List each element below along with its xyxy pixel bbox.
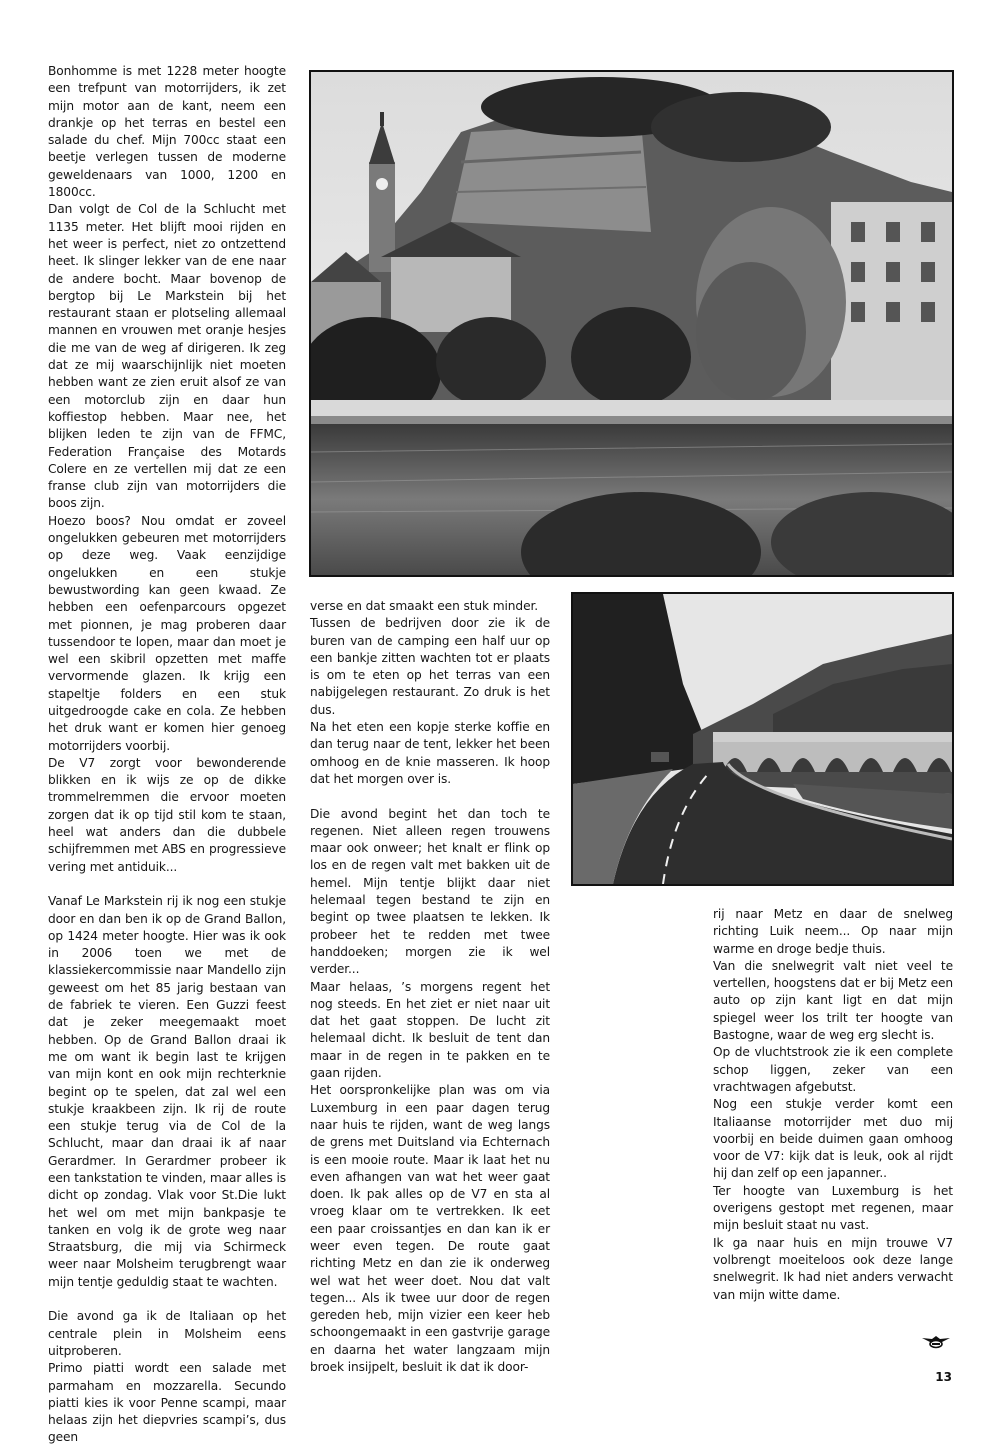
paragraph: Nog een stukje verder komt een Italiaanse motorrijder met duo mij voorbij en beide duimen gaan omhoog voor de V7: kijk dat is leuk, ook al rijdt hij dan zelf op een japanner.. [713, 1097, 953, 1181]
paragraph: Van die snelwegrit valt niet veel te vertellen, hoogstens dat er bij Metz een auto op zijn kant ligt en dat mijn spiegel weer los trilt ter hoogte van Bastogne, waar de weg erg slecht is. [713, 958, 953, 1043]
paragraph: Het oorspronkelijke plan was om via Luxemburg in een paar dagen terug naar huis te rijden, want de weg langs de grens met Duitsland via Echternach is een mooie route. Maar ik laat het nu even afhangen van wat het weer gaat doen. Ik pak alles op de V7 en sta al vroeg klaar om te vertrekken. Ik eet een paar croissantjes en dan kan ik er weer even tegen. De route gaat richting Metz en dan zie ik onderweg wel wat het weer doet. Nou dat valt tegen... Als ik twee uur door de regen gereden heb, mijn vizier een keer heb schoongemaakt in een gastvrije garage en daarna het water langzaam mijn broek insijpelt, besluit ik dat ik door- [310, 1083, 550, 1375]
paragraph: Vanaf Le Markstein rij ik nog een stukje door en dan ben ik op de Grand Ballon, op 1424 meter hoogte. Hier was ik ook in 2006 toen we met de klassiekercommissie naar Mandello zijn geweest om het 85 jarig bestaan van de fabriek te vieren. Een Guzzi feest dat je zeker meegemaakt moet hebben. Op de Grand Ballon draai ik me om want ik begin last te krijgen van mijn kont en ook mijn rechterknie begint op te spelen, dat zal wel een stukje kraakbeen zijn. Ik rij de route een stukje terug via de Col de la Schlucht, maar dan draai ik af naar Gerardmer. In Gerardmer probeer ik een tankstation te vinden, maar alles is dicht op zondag. Vlak voor St.Die lukt het wel om met mijn bankpasje te tanken en volg ik de grote weg naar Straatsburg, die mij via Schirmeck weer naar Molsheim terugbrengt waar mijn tentje geduldig staat te wachten. [48, 894, 287, 1289]
paragraph: Ik ga naar huis en mijn trouwe V7 volbrengt moeiteloos ook deze lange snelwegrit. Ik had niet anders verwacht van mijn witte dame. [713, 1235, 953, 1302]
article-column-2 [310, 598, 550, 1376]
paragraph: Dan volgt de Col de la Schlucht met 1135 meter. Het blijft mooi rijden en het weer is perfect, niet zo ontzettend heet. Ik slinger lekker van de ene naar de andere bocht. Maar bovenop de bergtop bij Le Markstein bij het restaurant staan er plotseling allemaal mannen en vrouwen met oranje hesjes die me van de weg af dirigeren. Ik zeg dat ze mij waarschijnlijk niet moeten hebben want ze zien eruit alsof ze van een motorclub zijn en daar hun koffiestop hebben. Maar nee, het blijken leden te zijn van de FFMC, Federation Française des Motards Colere en ze vertellen mij dat ze een franse club zijn van motorrijders die boos zijn. [48, 202, 286, 511]
article-column-1 [48, 63, 286, 1447]
paragraph: Maar helaas, ’s morgens regent het nog steeds. En het ziet er niet naar uit dat het gaat stoppen. De lucht zit helemaal dicht. Ik besluit de tent dan maar in de regen in te pakken en te gaan rijden. [310, 979, 550, 1081]
paragraph: verse en dat smaakt een stuk minder. [310, 599, 539, 613]
paragraph: De V7 zorgt voor bewonderende blikken en ik wijs ze op de dikke trommelremmen die ervoor moeten zorgen dat ik op tijd stil kom te staan, heel wat anders dan die dubbele schijfremmen met ABS en progressieve vering met antiduik... [48, 755, 286, 874]
paragraph: Op de vluchtstrook zie ik een complete schop liggen, zeker van een vrachtwagen afgebutst. [713, 1045, 953, 1094]
paragraph: Ter hoogte van Luxemburg is het overigens gestopt met regenen, maar mijn besluit staat nu vast. [713, 1183, 953, 1233]
paragraph: rij naar Metz en daar de snelweg richting Luik neem... Op naar mijn warme en droge bedje thuis. [713, 907, 953, 956]
paragraph: Bonhomme is met 1228 meter hoogte een trefpunt van motorrijders, ik zet mijn motor aan de kant, neem een drankje op het terras en bestel een salade du chef. Mijn 700cc staat een beetje verlegen tussen de moderne geweldenaars van 1000, 1200 en 1800cc. [48, 64, 286, 200]
mountain-road-viaduct-photo [571, 592, 954, 886]
page-number: 13 [935, 1370, 952, 1384]
paragraph: Die avond ga ik de Italiaan op het centrale plein in Molsheim eens uitproberen. [48, 1309, 286, 1358]
guzzi-eagle-icon [920, 1333, 952, 1349]
paragraph: Die avond begint het dan toch te regenen. Niet alleen regen trouwens maar ook onweer; het knalt er flink op los en de regen valt met bakken uit de hemel. Mijn tentje blijkt daar niet helemaal tegen bestand te zijn en begint op twee plaatsen te lekken. Ik probeer het te redden met twee handdoeken; morgen zie ik wel verder... [310, 806, 550, 977]
town-fortress-river-photo [309, 70, 954, 577]
paragraph: Hoezo boos? Nou omdat er zoveel ongelukken gebeuren met motorrijders op deze weg. Vaak eenzijdige ongelukken en een stukje bewustwording kan geen kwaad. Ze hebben een oefenparcours opgezet met pionnen, je mag proberen daar tussendoor te lopen, maar dan moet je wel een skibril opzetten met maffe vervormende glazen. Ik krijg een stapeltje folders en een stuk uitgedroogde cake en cola. Ze hebben het druk want er komen hier genoeg motorrijders voorbij. [48, 513, 286, 753]
paragraph: Tussen de bedrijven door zie ik de buren van de camping een half uur op een bankje zitten wachten tot er plaats is om te eten op het terras van een nabijgelegen restaurant. Zo druk is het dus. [310, 616, 550, 717]
article-column-3 [713, 906, 953, 1304]
paragraph: Primo piatti wordt een salade met parmaham en mozzarella. Secundo piatti kies ik voor Penne scampi, maar helaas zijn het diepvries scampi’s, dus geen [48, 1361, 286, 1445]
paragraph: Na het eten een kopje sterke koffie en dan terug naar de tent, lekker het been omhoog en de knie masseren. Ik hoop dat het morgen over is. [310, 720, 550, 786]
